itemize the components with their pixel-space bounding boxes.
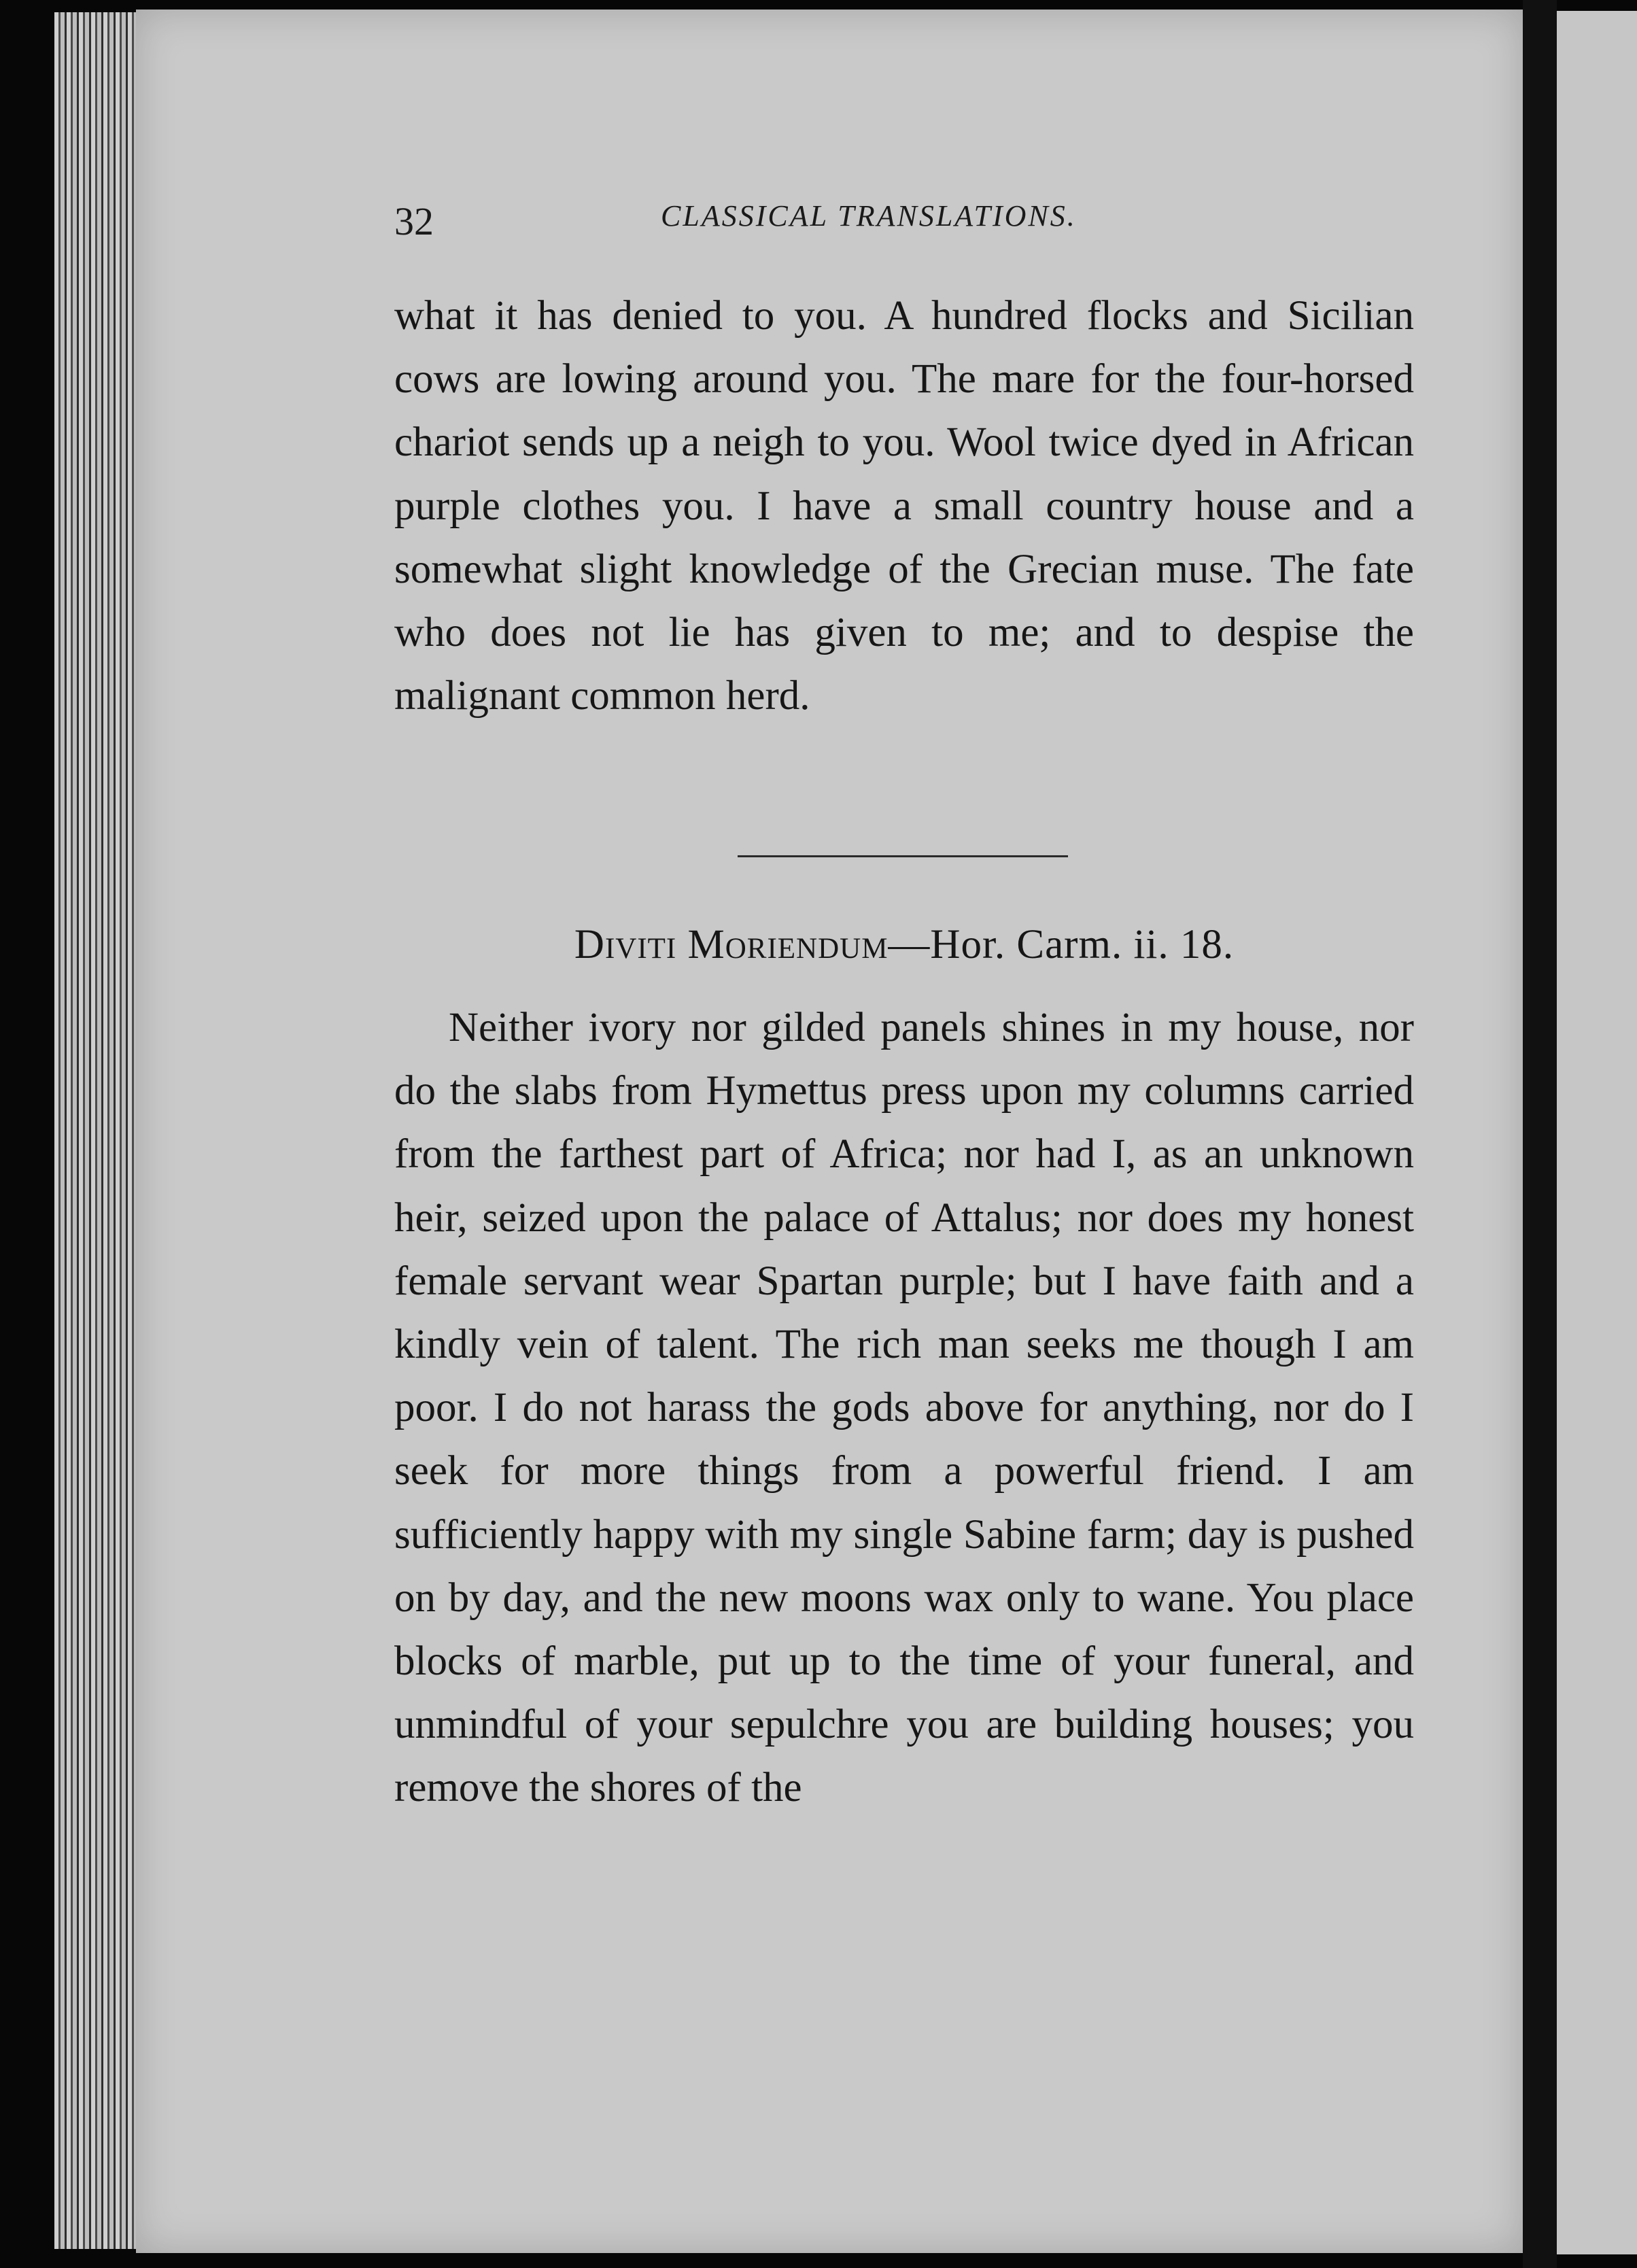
section-title-smallcaps: Diviti Moriendum: [574, 922, 889, 967]
paragraph-translation: Neither ivory nor gilded panels shines in my house, nor do the slabs from Hymettus press upon my columns carried from the farthest part of Africa; nor had I, as an unknown heir, seized upon the palace of Attalus; nor does my honest female servant wear Spartan purple; but I have faith and a kindly vein of talent. The rich man seeks me though I am poor. I do not harass the gods above for anything, nor do I seek for more things from a powerful friend. I am sufficiently happy with my single Sabine farm; day is pushed on by day, and the new moons wax only to wane. You place blocks of marble, put up to the time of your funeral, and unmindful of your sepulchre you are building houses; you remove the shores of the: [394, 1005, 1414, 1811]
book-gutter: [1523, 0, 1557, 2268]
page-number: 32: [394, 199, 434, 243]
running-title: CLASSICAL TRANSLATIONS.: [661, 199, 1077, 233]
section-heading: [394, 921, 1414, 969]
next-page-edge: [1557, 11, 1637, 2254]
running-head: [258, 199, 1414, 246]
section-title-source: —Hor. Carm. ii. 18.: [888, 922, 1235, 967]
paragraph-continuation: what it has denied to you. A hundred flocks and Sicilian cows are lowing around you. The mare for the four-horsed chariot sends up a neigh to you. Wool twice dyed in African purple clothes you. I have a small country house and a somewhat slight knowledge of the Grecian muse. The fate who does not lie has given to me; and to despise the malignant common herd.: [394, 293, 1414, 719]
section-divider: [738, 855, 1068, 857]
